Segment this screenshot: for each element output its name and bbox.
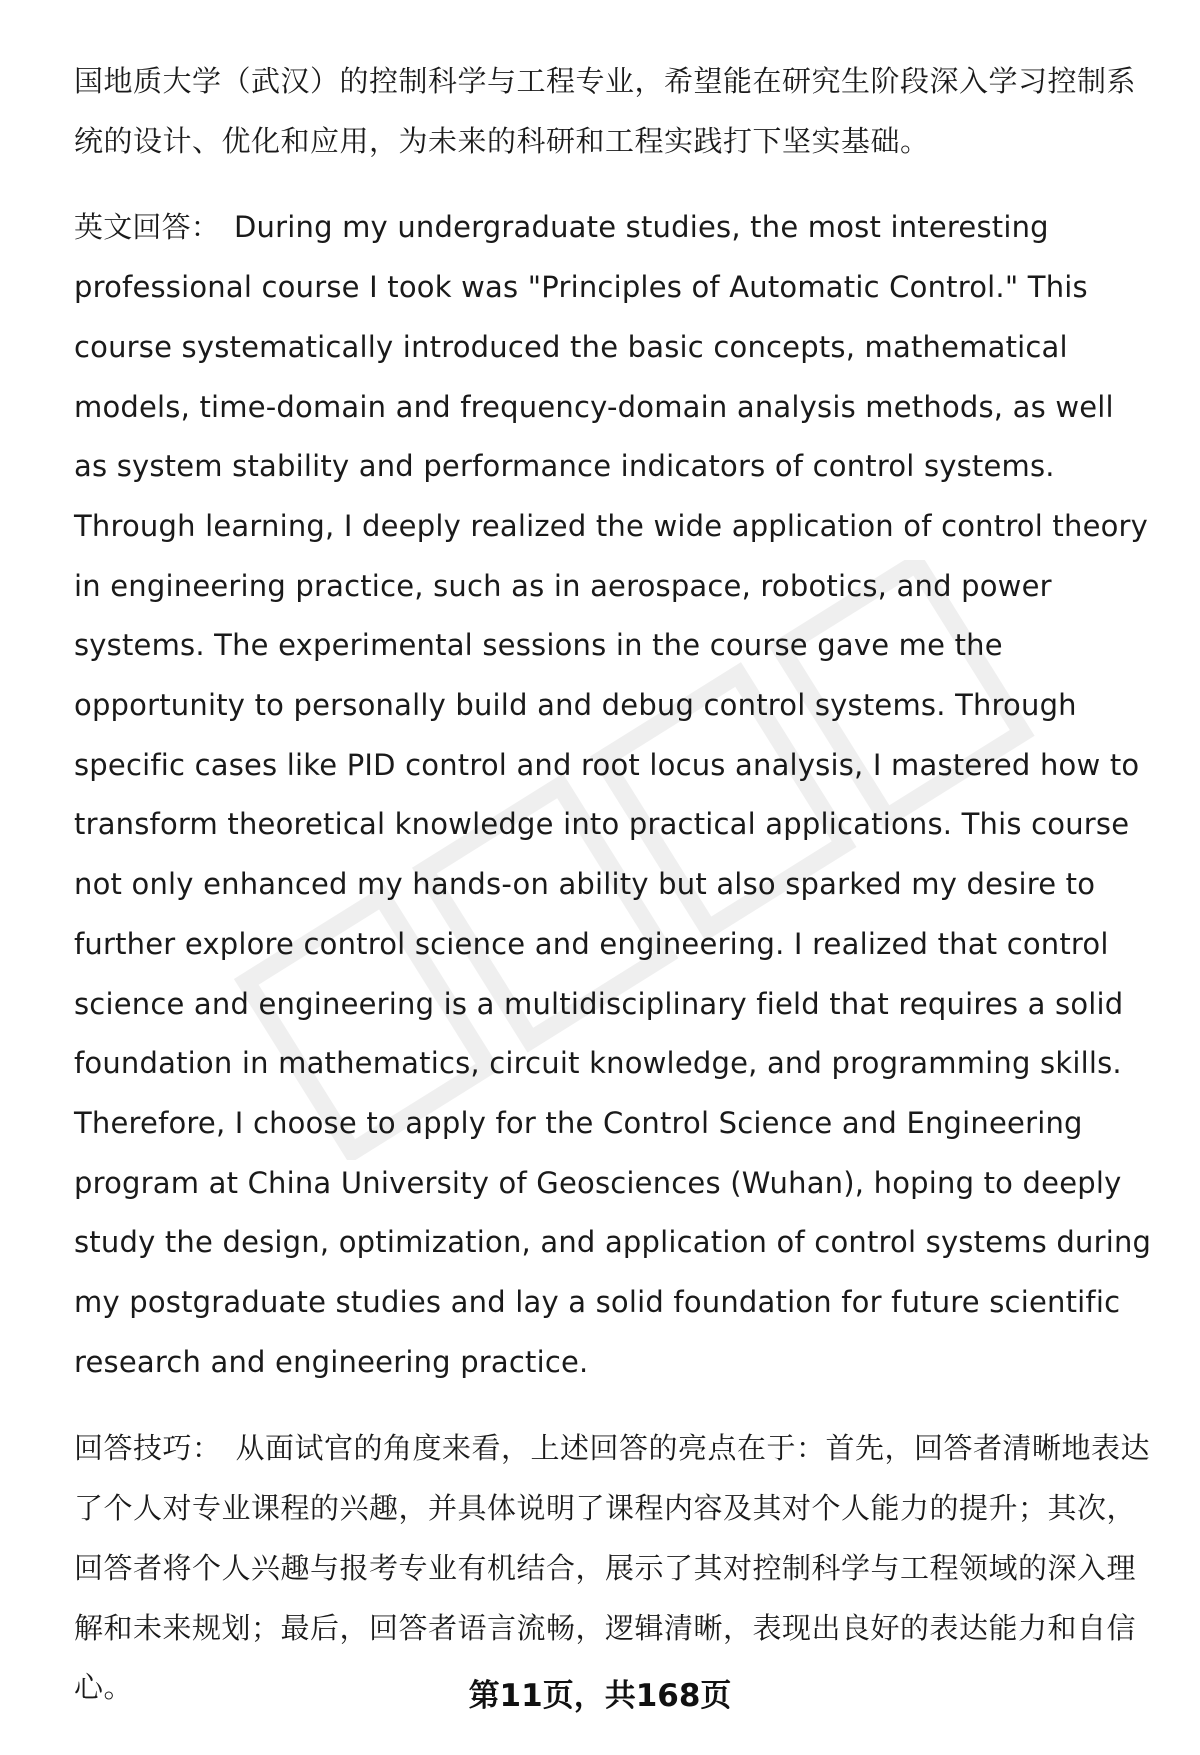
paragraph-english-answer bbox=[74, 198, 1152, 1392]
paragraph-intro-continuation bbox=[74, 52, 1152, 171]
answer-tips-label: 回答技巧： bbox=[74, 1431, 222, 1466]
document-body bbox=[74, 52, 1152, 1745]
english-answer-label: 英文回答： bbox=[74, 210, 221, 245]
page-footer bbox=[0, 1670, 1200, 1715]
paragraph-intro-text: 国地质大学（武汉）的控制科学与工程专业，希望能在研究生阶段深入学习控制系统的设计、优化和应用，为未来的科研和工程实践打下坚实基础。 bbox=[74, 64, 1137, 158]
english-answer-text: During my undergraduate studies, the most interesting professional course I took was "Principles of Automatic Control." This course systematically introduced the basic concepts, mathematical models, time-domain and frequency-domain analysis methods, as well as system stability and performance indicators of control systems. Through learning, I deeply realized the wide application of control theory in engineering practice, such as in aerospace, robotics, and power systems. The experimental sessions in the course gave me the opportunity to personally build and debug control systems. Through specific cases like PID control and root locus analysis, I mastered how to transform theoretical knowledge into practical applications. This course not only enhanced my hands-on ability but also sparked my desire to further explore control science and engineering. I realized that control science and engineering is a multidisciplinary field that requires a solid foundation in mathematics, circuit knowledge, and programming skills. Therefore, I choose to apply for the Control Science and Engineering program at China University of Geosciences (Wuhan), hoping to deeply study the design, optimization, and application of control systems during my postgraduate studies and lay a solid foundation for future scientific research and engineering practice. bbox=[74, 210, 1152, 1379]
answer-tips-text: 从面试官的角度来看，上述回答的亮点在于：首先，回答者清晰地表达了个人对专业课程的兴趣，并具体说明了课程内容及其对个人能力的提升；其次，回答者将个人兴趣与报考专业有机结合，展示了其对控制科学与工程领域的深入理解和未来规划；最后，回答者语言流畅，逻辑清晰，表现出良好的表达能力和自信心。 bbox=[74, 1431, 1151, 1705]
page-number-label: 第11页，共168页 bbox=[468, 1678, 732, 1714]
